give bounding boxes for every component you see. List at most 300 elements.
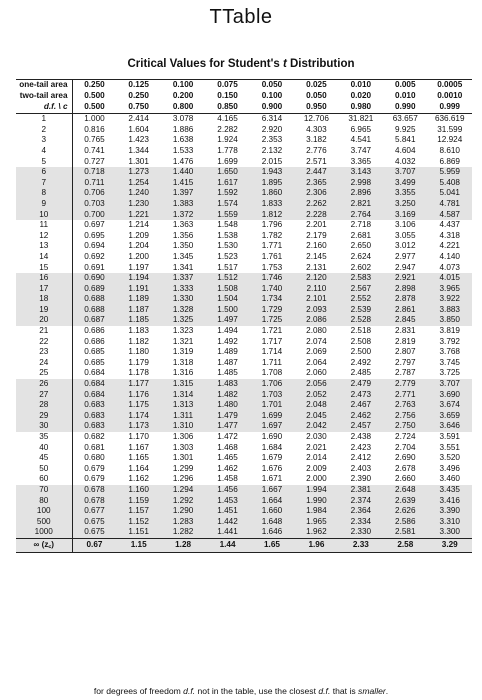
table-row [16, 453, 472, 464]
critical-value-cell: 1.303 [172, 442, 194, 452]
critical-value-cell: 1.442 [205, 517, 249, 528]
df-cell: 30 [16, 421, 72, 432]
critical-value-cell: 1.341 [172, 262, 194, 272]
critical-value-cell: 3.768 [439, 347, 460, 357]
critical-value-cell: 1.178 [128, 368, 149, 378]
table-row [16, 411, 472, 422]
critical-value-cell: 1.315 [161, 379, 205, 390]
critical-value-cell: 1.701 [250, 400, 294, 411]
critical-value-cell: 3.29 [428, 538, 473, 552]
critical-value-cell: 1.648 [250, 517, 294, 528]
critical-value-cell: 3.819 [439, 326, 460, 336]
critical-value-cell: 2.000 [306, 474, 327, 484]
critical-value-cell: 1.483 [205, 379, 249, 390]
critical-value-cell: 1.671 [261, 474, 283, 484]
table-row [16, 294, 472, 305]
critical-value-cell: 3.659 [428, 411, 473, 422]
critical-value-cell: 1.273 [116, 167, 160, 178]
confidence-value: 0.999 [428, 102, 473, 114]
df-cell: 19 [16, 305, 72, 316]
critical-value-cell: 2.381 [339, 485, 383, 496]
critical-value-cell: 2.030 [306, 432, 327, 441]
confidence-value: 0.750 [116, 102, 160, 114]
critical-value-cell: 1.214 [128, 220, 149, 230]
critical-value-cell: 1.152 [116, 517, 160, 528]
app-title: TTable [209, 6, 273, 28]
critical-value-cell: 1.372 [161, 209, 205, 220]
critical-value-cell: 31.599 [437, 124, 463, 134]
critical-value-cell: 1.699 [217, 156, 238, 166]
critical-value-cell: 2.160 [306, 241, 327, 251]
critical-value-cell: 3.747 [350, 145, 372, 155]
critical-value-cell: 3.300 [428, 527, 473, 538]
critical-value-cell: 1.924 [217, 135, 238, 145]
critical-value-cell: 2.898 [383, 284, 427, 295]
critical-value-cell: 1.344 [128, 145, 149, 155]
critical-value-cell: 2.648 [383, 485, 427, 496]
table-row [16, 527, 472, 538]
critical-value-cell: 3.965 [428, 284, 473, 295]
critical-value-cell: 1.301 [128, 156, 149, 166]
critical-value-cell: 1.492 [217, 336, 238, 346]
df-cell: 25 [16, 368, 72, 379]
df-cell: 24 [16, 358, 72, 369]
critical-value-cell: 2.704 [395, 442, 416, 452]
critical-value-cell: 1.711 [262, 357, 282, 367]
critical-value-cell: 2.845 [383, 315, 427, 326]
df-cell: 1000 [16, 527, 72, 538]
critical-value-cell: 1.175 [116, 400, 160, 411]
critical-value-cell: 1.240 [116, 188, 160, 199]
confidence-value: 0.850 [205, 102, 249, 114]
df-cell: 100 [16, 506, 72, 517]
critical-value-cell: 1.179 [128, 357, 149, 367]
critical-value-cell: 2.518 [350, 326, 372, 336]
critical-value-cell: 1.185 [116, 315, 160, 326]
critical-value-cell: 0.684 [72, 379, 116, 390]
critical-value-cell: 2.878 [383, 294, 427, 305]
critical-value-cell: 2.364 [339, 506, 383, 517]
critical-value-cell: 2.015 [261, 156, 283, 166]
critical-value-cell: 4.781 [428, 199, 473, 210]
critical-value-cell: 2.330 [339, 527, 383, 538]
table-row [16, 358, 472, 369]
critical-value-cell: 3.646 [428, 421, 473, 432]
critical-value-cell: 1.990 [294, 495, 338, 506]
z-infinity-row [16, 538, 472, 552]
critical-value-cell: 4.140 [439, 251, 460, 261]
critical-value-cell: 4.032 [395, 156, 416, 166]
critical-value-cell: 3.250 [383, 199, 427, 210]
critical-value-cell: 1.746 [250, 273, 294, 284]
two-tail-value: 0.050 [306, 91, 327, 101]
table-row [16, 379, 472, 390]
critical-value-cell: 2.093 [294, 305, 338, 316]
table-row [16, 284, 472, 295]
critical-value-cell: 3.850 [428, 315, 473, 326]
critical-value-cell: 1.200 [128, 251, 149, 261]
critical-value-cell: 1.833 [250, 199, 294, 210]
critical-value-cell: 1.194 [116, 273, 160, 284]
df-cell: 17 [16, 284, 72, 295]
critical-value-cell: 1.350 [172, 241, 194, 251]
df-cell: 10 [16, 209, 72, 220]
table-row [16, 464, 472, 475]
table-row [16, 114, 472, 125]
critical-value-cell: 1.548 [217, 220, 238, 230]
t-table-container [16, 79, 472, 553]
critical-value-cell: 1.703 [250, 389, 294, 400]
df-cell: 12 [16, 231, 72, 242]
critical-value-cell: 1.330 [161, 294, 205, 305]
critical-value-cell: 3.674 [428, 400, 473, 411]
critical-value-cell: 1.160 [116, 485, 160, 496]
critical-value-cell: 0.718 [72, 167, 116, 178]
critical-value-cell: 1.314 [161, 389, 205, 400]
df-cell: 15 [16, 262, 72, 273]
critical-value-cell: 2.485 [350, 368, 372, 378]
df-cell: 14 [16, 252, 72, 263]
critical-value-cell: 1.697 [250, 421, 294, 432]
critical-value-cell: 1.860 [250, 188, 294, 199]
critical-value-cell: 2.896 [339, 188, 383, 199]
one-tail-value: 0.005 [383, 80, 427, 92]
critical-value-cell: 3.792 [439, 336, 460, 346]
df-cell: 28 [16, 400, 72, 411]
critical-value-cell: 2.492 [350, 357, 372, 367]
critical-value-cell: 3.460 [439, 474, 460, 484]
critical-value-cell: 12.706 [303, 114, 329, 124]
critical-value-cell: 4.604 [395, 145, 416, 155]
critical-value-cell: 31.821 [348, 114, 374, 124]
critical-value-cell: 1.646 [250, 527, 294, 538]
critical-value-cell: 6.869 [439, 156, 460, 166]
critical-value-cell: 1.337 [161, 273, 205, 284]
critical-value-cell: 3.365 [350, 156, 372, 166]
critical-value-cell: 1.530 [217, 241, 238, 251]
critical-value-cell: 0.675 [72, 517, 116, 528]
critical-value-cell: 2.678 [395, 463, 416, 473]
critical-value-cell: 0.695 [84, 230, 105, 240]
table-row [16, 125, 472, 136]
critical-value-cell: 2.724 [395, 432, 416, 441]
critical-value-cell: 1.729 [250, 305, 294, 316]
critical-value-cell: 1.311 [161, 411, 205, 422]
one-tail-value: 0.075 [205, 80, 249, 92]
critical-value-cell: 1.292 [161, 495, 205, 506]
critical-value-cell: 1.180 [128, 347, 149, 357]
critical-value-cell: 1.294 [161, 485, 205, 496]
critical-value-cell: 1.456 [205, 485, 249, 496]
critical-value-cell: 2.069 [306, 347, 327, 357]
critical-value-cell: 1.423 [128, 135, 149, 145]
critical-value-cell: 1.984 [294, 506, 338, 517]
critical-value-cell: 1.44 [205, 538, 249, 552]
critical-value-cell: 2.624 [350, 251, 372, 261]
table-row [16, 209, 472, 220]
critical-value-cell: 3.106 [395, 220, 416, 230]
critical-value-cell: 3.496 [439, 463, 460, 473]
critical-value-cell: 3.883 [428, 305, 473, 316]
critical-value-cell: 0.685 [84, 347, 105, 357]
critical-value-cell: 2.583 [339, 273, 383, 284]
critical-value-cell: 1.468 [217, 442, 238, 452]
critical-value-cell: 2.074 [306, 336, 327, 346]
df-cell: 27 [16, 389, 72, 400]
critical-value-cell: 1.221 [116, 209, 160, 220]
df-cell: 50 [16, 464, 72, 475]
critical-value-cell: 0.682 [84, 432, 105, 441]
critical-value-cell: 2.539 [339, 305, 383, 316]
critical-value-cell: 2.764 [339, 209, 383, 220]
critical-value-cell: 1.000 [84, 114, 105, 124]
footnote: for degrees of freedom d.f. not in the table, use the closest d.f. that is smaller. [93, 686, 389, 696]
critical-value-cell: 1.451 [205, 506, 249, 517]
critical-value-cell: 2.807 [395, 347, 416, 357]
df-cell: 1 [16, 114, 72, 125]
critical-value-cell: 63.657 [392, 114, 418, 124]
critical-value-cell: 2.581 [383, 527, 427, 538]
critical-value-cell: 1.574 [205, 199, 249, 210]
critical-value-cell: 1.734 [250, 294, 294, 305]
two-tail-value: 0.010 [395, 91, 416, 101]
one-tail-area-label: one-tail area [16, 80, 72, 92]
critical-value-cell: 2.353 [261, 135, 283, 145]
critical-value-cell: 2.447 [294, 167, 338, 178]
critical-value-cell: 2.064 [306, 357, 327, 367]
critical-value-cell: 0.697 [84, 220, 105, 230]
critical-value-cell: 0.679 [84, 463, 105, 473]
critical-value-cell: 0.706 [72, 188, 116, 199]
critical-value-cell: 0.703 [72, 199, 116, 210]
critical-value-cell: 4.221 [439, 241, 460, 251]
critical-value-cell: 2.403 [350, 463, 372, 473]
table-row [16, 326, 472, 337]
df-cell: 6 [16, 167, 72, 178]
t-distribution-table [16, 79, 472, 553]
critical-value-cell: 0.711 [72, 178, 116, 189]
critical-value-cell: 1.182 [128, 336, 149, 346]
critical-value-cell: 1.796 [261, 220, 283, 230]
critical-value-cell: 1.96 [294, 538, 338, 552]
table-row [16, 368, 472, 379]
critical-value-cell: 2.120 [294, 273, 338, 284]
critical-value-cell: 0.675 [72, 527, 116, 538]
table-row [16, 188, 472, 199]
df-cell: 20 [16, 315, 72, 326]
critical-value-cell: 1.761 [261, 251, 283, 261]
critical-value-cell: 0.688 [72, 294, 116, 305]
df-cell: 35 [16, 432, 72, 443]
confidence-value: 0.990 [383, 102, 427, 114]
critical-value-cell: 2.787 [395, 368, 416, 378]
critical-value-cell: 3.690 [428, 389, 473, 400]
critical-value-cell: 1.230 [116, 199, 160, 210]
critical-value-cell: 0.700 [72, 209, 116, 220]
confidence-level-row [16, 102, 472, 114]
critical-value-cell: 3.143 [339, 167, 383, 178]
critical-value-cell: 4.587 [428, 209, 473, 220]
critical-value-cell: 1.943 [250, 167, 294, 178]
critical-value-cell: 2.571 [306, 156, 327, 166]
table-row [16, 442, 472, 453]
df-cell: 60 [16, 474, 72, 485]
critical-value-cell: 1.559 [205, 209, 249, 220]
critical-value-cell: 3.591 [439, 432, 460, 441]
critical-value-cell: 1.333 [161, 284, 205, 295]
critical-value-cell: 0.688 [72, 305, 116, 316]
critical-value-cell: 2.365 [294, 178, 338, 189]
critical-value-cell: 3.055 [395, 230, 416, 240]
critical-value-cell: 0.692 [84, 251, 105, 261]
critical-value-cell: 1.310 [161, 421, 205, 432]
df-cell: 21 [16, 326, 72, 337]
critical-value-cell: 6.965 [350, 124, 372, 134]
two-tail-value: 0.500 [84, 91, 105, 101]
critical-value-cell: 1.517 [217, 262, 238, 272]
df-cell: 2 [16, 125, 72, 136]
critical-value-cell: 5.959 [428, 167, 473, 178]
critical-value-cell: 1.487 [217, 357, 238, 367]
table-row [16, 178, 472, 189]
two-tail-value: 0.0010 [437, 91, 463, 101]
critical-value-cell: 3.707 [428, 379, 473, 390]
table-row [16, 421, 472, 432]
critical-value-cell: 4.303 [306, 124, 327, 134]
critical-value-cell: 1.886 [172, 124, 194, 134]
critical-value-cell: 2.014 [306, 453, 327, 463]
critical-value-cell: 1.204 [128, 241, 149, 251]
critical-value-cell: 1.771 [261, 241, 283, 251]
critical-value-cell: 1.725 [250, 315, 294, 326]
critical-value-cell: 0.679 [84, 474, 105, 484]
df-cell: 5 [16, 156, 72, 167]
critical-value-cell: 1.282 [161, 527, 205, 538]
critical-value-cell: 1.197 [128, 262, 149, 272]
critical-value-cell: 0.741 [84, 145, 105, 155]
table-row [16, 347, 472, 358]
critical-value-cell: 1.441 [205, 527, 249, 538]
table-row [16, 485, 472, 496]
critical-value-cell: 0.686 [84, 336, 105, 346]
df-cell: 45 [16, 453, 72, 464]
critical-value-cell: 5.041 [428, 188, 473, 199]
df-cell: 29 [16, 411, 72, 422]
df-cell: 22 [16, 336, 72, 347]
critical-value-cell: 1.170 [128, 432, 149, 441]
critical-value-cell: 2.771 [383, 389, 427, 400]
df-cell: 3 [16, 135, 72, 146]
critical-value-cell: 2.201 [306, 220, 327, 230]
critical-value-cell: 2.056 [294, 379, 338, 390]
critical-value-cell: 3.745 [439, 357, 460, 367]
two-tail-value: 0.020 [350, 91, 372, 101]
df-cell: 26 [16, 379, 72, 390]
critical-value-cell: 2.457 [339, 421, 383, 432]
critical-value-cell: 1.660 [250, 506, 294, 517]
critical-value-cell: 2.921 [383, 273, 427, 284]
critical-value-cell: 5.408 [428, 178, 473, 189]
critical-value-cell: 2.567 [339, 284, 383, 295]
critical-value-cell: 2.639 [383, 495, 427, 506]
critical-value-cell: 2.528 [339, 315, 383, 326]
df-cell: 16 [16, 273, 72, 284]
critical-value-cell: 1.778 [217, 145, 238, 155]
critical-value-cell: 1.306 [172, 432, 194, 441]
critical-value-cell: 1.512 [205, 273, 249, 284]
critical-value-cell: 0.678 [72, 495, 116, 506]
critical-value-cell: 2.048 [294, 400, 338, 411]
df-cell: 8 [16, 188, 72, 199]
critical-value-cell: 0.687 [72, 315, 116, 326]
critical-value-cell: 1.604 [128, 124, 149, 134]
critical-value-cell: 2.306 [294, 188, 338, 199]
critical-value-cell: 1.28 [161, 538, 205, 552]
critical-value-cell: 1.159 [116, 495, 160, 506]
critical-value-cell: 1.650 [205, 167, 249, 178]
critical-value-cell: 2.467 [339, 400, 383, 411]
df-cell: 18 [16, 294, 72, 305]
table-row [16, 135, 472, 146]
critical-value-cell: 1.485 [217, 368, 238, 378]
critical-value-cell: 1.164 [128, 463, 149, 473]
critical-value-cell: 0.689 [72, 284, 116, 295]
critical-value-cell: 1.165 [128, 453, 149, 463]
table-row [16, 389, 472, 400]
critical-value-cell: 0.690 [72, 273, 116, 284]
critical-value-cell: 1.664 [250, 495, 294, 506]
critical-value-cell: 2.920 [261, 124, 283, 134]
critical-value-cell: 2.060 [306, 368, 327, 378]
critical-value-cell: 2.228 [294, 209, 338, 220]
critical-value-cell: 2.776 [306, 145, 327, 155]
df-cell: ∞ (z꜀) [16, 538, 72, 552]
critical-value-cell: 2.861 [383, 305, 427, 316]
critical-value-cell: 2.131 [306, 262, 327, 272]
table-row [16, 199, 472, 210]
critical-value-cell: 1.65 [250, 538, 294, 552]
df-cell: 70 [16, 485, 72, 496]
critical-value-cell: 1.453 [205, 495, 249, 506]
one-tail-value: 0.125 [116, 80, 160, 92]
critical-value-cell: 2.110 [294, 284, 338, 295]
df-cell: 9 [16, 199, 72, 210]
table-row [16, 400, 472, 411]
critical-value-cell: 3.435 [428, 485, 473, 496]
table-row [16, 495, 472, 506]
critical-value-cell: 2.052 [294, 389, 338, 400]
critical-value-cell: 0.816 [84, 124, 105, 134]
critical-value-cell: 2.412 [350, 453, 372, 463]
critical-value-cell: 2.262 [294, 199, 338, 210]
critical-value-cell: 3.922 [428, 294, 473, 305]
critical-value-cell: 2.009 [306, 463, 327, 473]
critical-value-cell: 1.462 [217, 463, 238, 473]
critical-value-cell: 1.708 [261, 368, 283, 378]
table-row [16, 432, 472, 443]
critical-value-cell: 1.191 [116, 284, 160, 295]
critical-value-cell: 1.397 [161, 188, 205, 199]
critical-value-cell: 2.819 [395, 336, 416, 346]
one-tail-value: 0.100 [161, 80, 205, 92]
critical-value-cell: 2.334 [339, 517, 383, 528]
critical-value-cell: 1.500 [205, 305, 249, 316]
critical-value-cell: 3.182 [306, 135, 327, 145]
critical-value-cell: 0.677 [72, 506, 116, 517]
critical-value-cell: 1.458 [217, 474, 238, 484]
critical-value-cell: 1.173 [116, 421, 160, 432]
critical-value-cell: 1.895 [250, 178, 294, 189]
